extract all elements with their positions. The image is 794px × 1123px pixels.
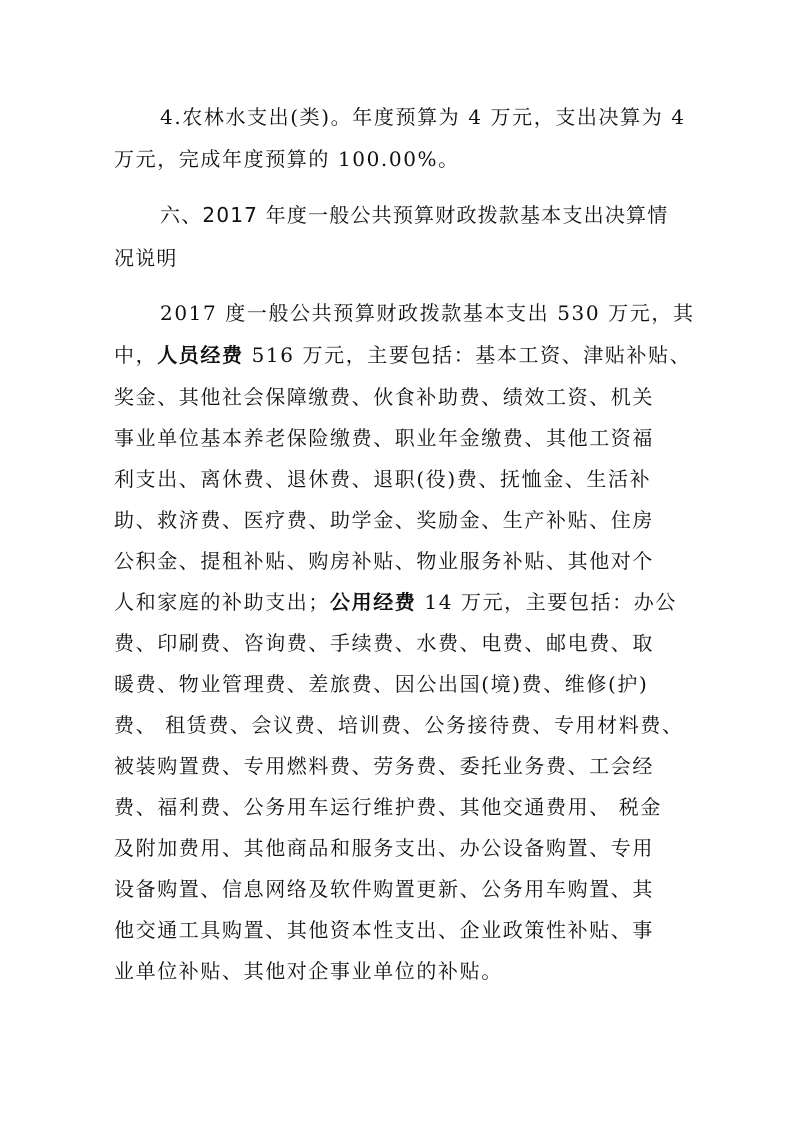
section6-heading-line-1: 六、2017 年度一般公共预算财政拨款基本支出决算情: [160, 203, 669, 227]
paragraph-line: 设备购置、信息网络及软件购置更新、公务用车购置、其: [114, 877, 654, 901]
paragraph-line: 2017 度一般公共预算财政拨款基本支出 530 万元，其: [160, 301, 695, 325]
line-prefix: 中，: [114, 343, 158, 367]
section4-line-2: 万元，完成年度预算的 100.00%。: [114, 147, 460, 171]
paragraph-line: 奖金、其他社会保障缴费、伙食补助费、绩效工资、机关: [114, 385, 654, 409]
paragraph-line: 事业单位基本养老保险缴费、职业年金缴费、其他工资福: [114, 426, 654, 450]
paragraph-line: 暖费、物业管理费、差旅费、因公出国(境)费、维修(护): [114, 672, 649, 696]
paragraph-line: [114, 589, 677, 615]
paragraph-line: 费、 租赁费、会议费、培训费、公务接待费、专用材料费、: [114, 713, 684, 737]
public-expenses-label: 公用经费: [330, 590, 417, 614]
paragraph-line: 费、福利费、公务用车运行维护费、其他交通费用、 税金: [114, 795, 662, 819]
line-suffix: 14 万元，主要包括：办公: [416, 590, 677, 614]
paragraph-line: 被装购置费、专用燃料费、劳务费、委托业务费、工会经: [114, 754, 654, 778]
paragraph-line: 公积金、提租补贴、购房补贴、物业服务补贴、其他对个: [114, 549, 654, 573]
paragraph-line: 费、印刷费、咨询费、手续费、水费、电费、邮电费、取: [114, 631, 654, 655]
section6-heading-line-2: 况说明: [114, 246, 178, 270]
paragraph-line: 业单位补贴、其他对企事业单位的补贴。: [114, 959, 503, 983]
line-prefix: 人和家庭的补助支出；: [114, 590, 330, 614]
paragraph-line: 利支出、离休费、退休费、退职(役)费、抚恤金、生活补: [114, 467, 652, 491]
line-suffix: 516 万元，主要包括：基本工资、津贴补贴、: [243, 343, 692, 367]
personnel-expenses-label: 人员经费: [157, 343, 244, 367]
paragraph-line: [114, 342, 691, 368]
paragraph-line: 及附加费用、其他商品和服务支出、办公设备购置、专用: [114, 836, 654, 860]
paragraph-line: 助、救济费、医疗费、助学金、奖励金、生产补贴、住房: [114, 508, 654, 532]
section4-line-1: 4.农林水支出(类)。年度预算为 4 万元，支出决算为 4: [160, 105, 686, 129]
paragraph-line: 他交通工具购置、其他资本性支出、企业政策性补贴、事: [114, 918, 654, 942]
